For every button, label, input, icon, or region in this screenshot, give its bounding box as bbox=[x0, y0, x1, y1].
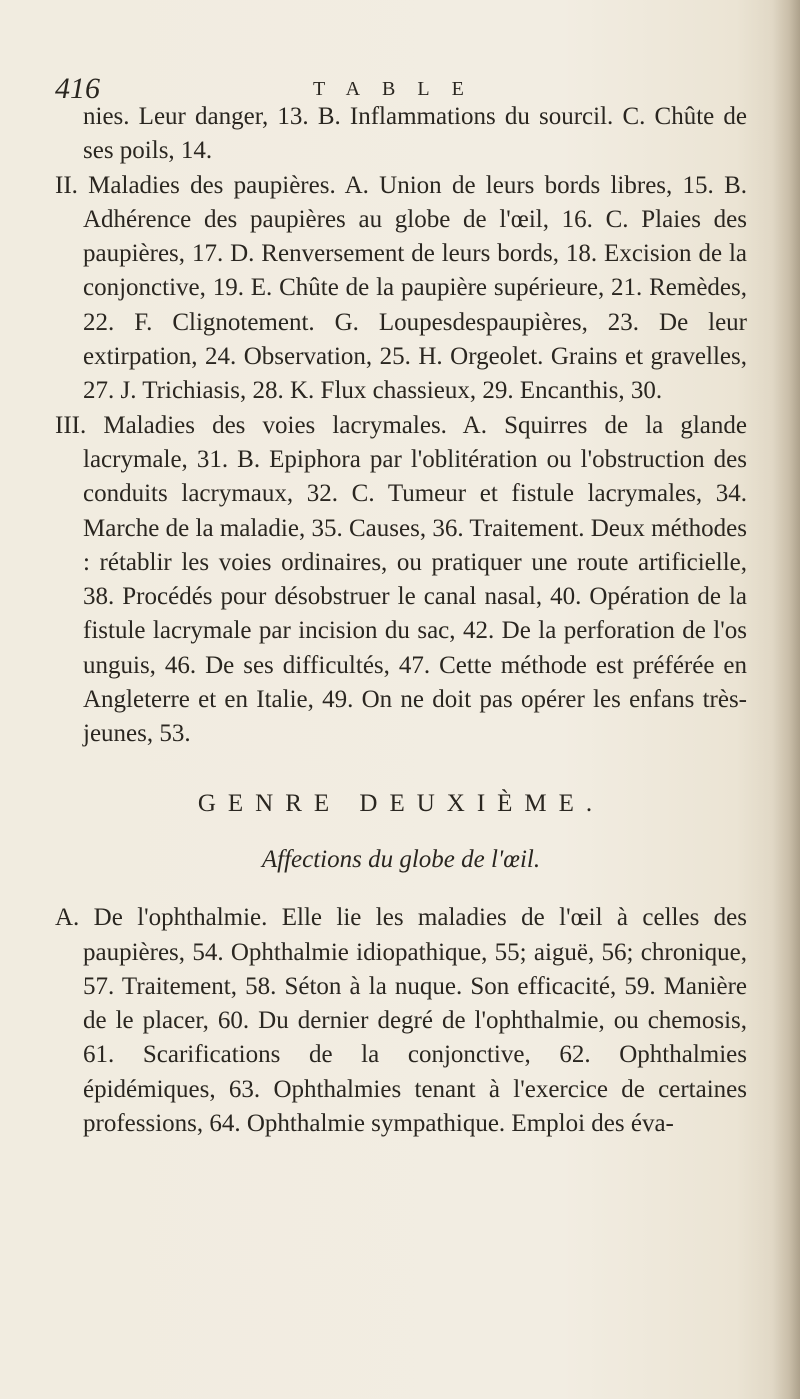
entry-ophthalmie: A. De l'ophthalmie. Elle lie les maladies de l'œil à celles des paupières, 54. Ophthalmie idiopathique, 55; aiguë, 56; chronique, 57. Traitement, 58. Séton à la nuque. Son efficacité, 59. Manière de le placer, 60. Du dernier degré de l'ophthalmie, ou chemosis, 61. Scarifications de la conjonctive, 62. Ophthalmies épidémiques, 63. Ophthalmies tenant à l'exercice de certaines professions, 64. Ophthalmie sympathique. Emploi des éva- bbox=[55, 904, 747, 1138]
page-body bbox=[55, 100, 747, 1141]
section-subtitle: Affections du globe de l'œil. bbox=[261, 845, 541, 873]
genre-heading: GENRE DEUXIÈME. bbox=[197, 789, 605, 817]
page-edge-shadow bbox=[772, 0, 800, 1399]
running-head: TABLE bbox=[313, 78, 486, 100]
entry-voies-lacrymales: III. Maladies des voies lacrymales. A. Squirres de la glande lacrymale, 31. B. Epiphora par l'oblitération ou l'obstruction des conduits lacrymaux, 32. C. Tumeur et fistule lacrymales, 34. Marche de la maladie, 35. Causes, 36. Traitement. Deux méthodes : rétablir les voies ordinaires, ou pratiquer une route artificielle, 38. Procédés pour désobstruer le canal nasal, 40. Opération de la fistule lacrymale par incision du sac, 42. De la perforation de l'os unguis, 46. De ses difficultés, 47. Cette méthode est préférée en Angleterre et en Italie, 49. On ne doit pas opérer les enfans très-jeunes, 53. bbox=[55, 411, 747, 748]
entry-continuation: nies. Leur danger, 13. B. Inflammations du sourcil. C. Chûte de ses poils, 14. bbox=[83, 103, 747, 165]
page-number: 416 bbox=[55, 72, 100, 105]
entry-maladies-paupieres: II. Maladies des paupières. A. Union de leurs bords libres, 15. B. Adhérence des paupières au globe de l'œil, 16. C. Plaies des paupières, 17. D. Renversement de leurs bords, 18. Excision de la conjonctive, 19. E. Chûte de la paupière supérieure, 21. Remèdes, 22. F. Clignotement. G. Loupesdespaupières, 23. De leur extirpation, 24. Observation, 25. H. Orgeolet. Grains et gravelles, 27. J. Trichiasis, 28. K. Flux chassieux, 29. Encanthis, 30. bbox=[55, 171, 747, 405]
